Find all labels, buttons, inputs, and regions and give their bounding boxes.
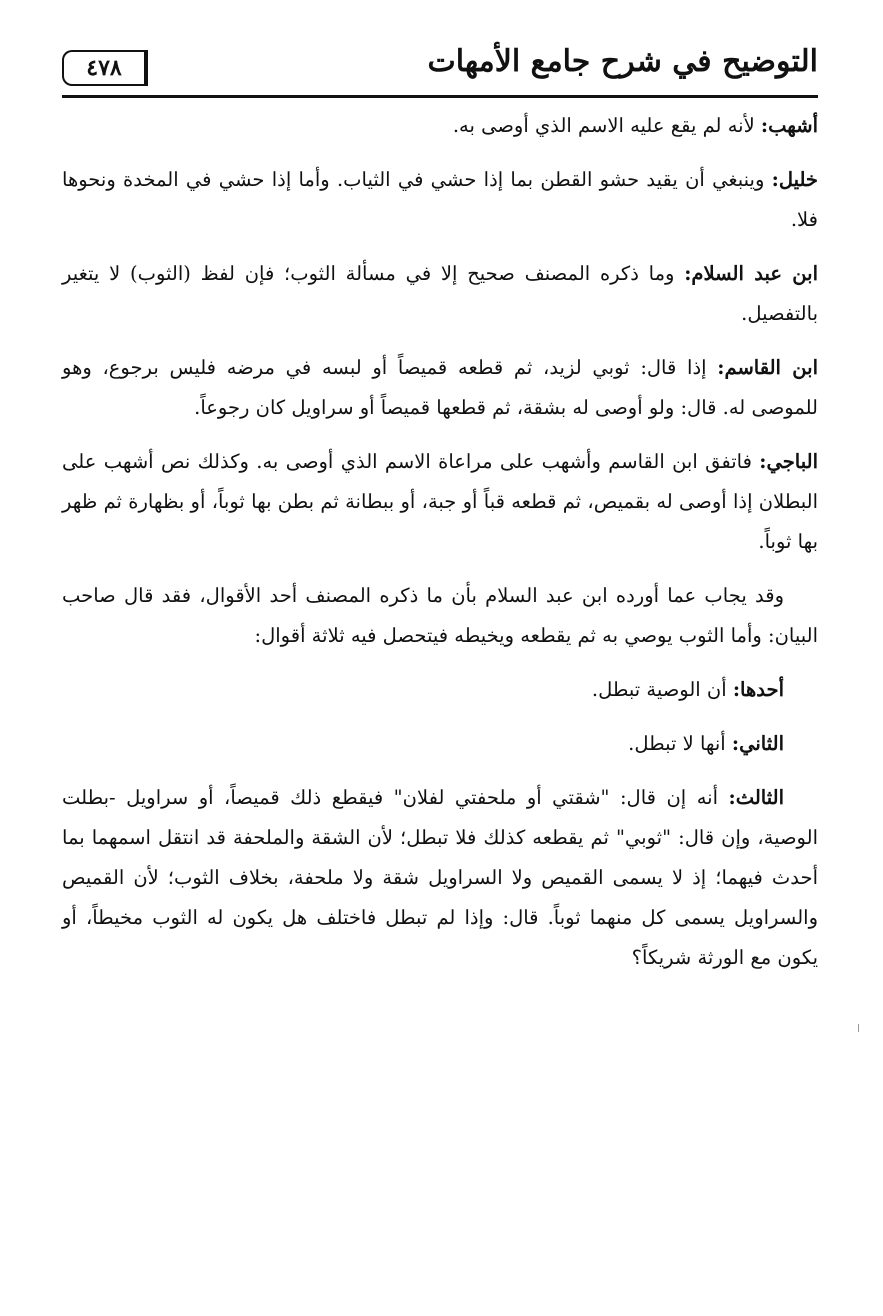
- paragraph-text: وقد يجاب عما أورده ابن عبد السلام بأن ما ذكره المصنف أحد الأقوال، فقد قال صاحب البيان: وأما الثوب يوصي به ثم يقطعه ويخيطه فيتحصل فيه ثلاثة أقوال:: [62, 584, 818, 647]
- paragraph-first-opinion: [62, 670, 818, 710]
- paragraph-text: أنه إن قال: "شقتي أو ملحفتي لفلان" فيقطع ذلك قميصاً، أو سراويل -بطلت الوصية، وإن قال: "ثوبي" ثم يقطعه كذلك فلا تبطل؛ لأن الشقة والملحفة قد انتقل اسمهما بما أحدث فيهما؛ إذ لا يسمى القميص ولا السراويل شقة ولا ملحفة، بخلاف الثوب؛ لأن القميص والسراويل يسمى كل منهما ثوباً. قال: وإذا لم تبطل فاختلف هل يكون له الثوب مخيطاً، أو يكون مع الورثة شريكاً؟: [62, 786, 818, 969]
- paragraph-text: وما ذكره المصنف صحيح إلا في مسألة الثوب؛ فإن لفظ (الثوب) لا يتغير بالتفصيل.: [62, 262, 818, 325]
- paragraph-text: لأنه لم يقع عليه الاسم الذي أوصى به.: [452, 114, 761, 137]
- header-rule: [62, 95, 818, 98]
- paragraph-text: أن الوصية تبطل.: [591, 678, 733, 701]
- paragraph-text: فاتفق ابن القاسم وأشهب على مراعاة الاسم الذي أوصى به. وكذلك نص أشهب على البطلان إذا أوصى له بقميص، ثم قطعه قباً أو جبة، أو ببطانة ثم بطن بها ثوباً، أو بظهارة ثم ظهر بها ثوباً.: [62, 450, 818, 553]
- paragraph-ibn-alqasim: [62, 348, 818, 428]
- page-body: [62, 106, 818, 992]
- speaker-label: الثالث:: [728, 786, 784, 809]
- margin-mark: [858, 1024, 859, 1032]
- paragraph-third-opinion: [62, 778, 818, 978]
- paragraph-ashhab: [62, 106, 818, 146]
- paragraph-second-opinion: [62, 724, 818, 764]
- speaker-label: الثاني:: [731, 732, 784, 755]
- speaker-label: أحدها:: [732, 678, 784, 701]
- paragraph-text: وينبغي أن يقيد حشو القطن بما إذا حشي في الثياب. وأما إذا حشي في المخدة ونحوها فلا.: [62, 168, 818, 231]
- speaker-label: الباجي:: [759, 450, 818, 473]
- paragraph-commentary: [62, 576, 818, 656]
- speaker-label: خليل:: [771, 168, 818, 191]
- speaker-label: ابن القاسم:: [717, 356, 818, 379]
- page-number: ٤٧٨: [62, 50, 148, 86]
- paragraph-albaji: [62, 442, 818, 562]
- running-title: التوضيح في شرح جامع الأمهات: [427, 44, 818, 79]
- paragraph-text: إذا قال: ثوبي لزيد، ثم قطعه قميصاً أو لبسه في مرضه فليس برجوع، وهو للموصى له. قال: ولو أوصى له بشقة، ثم قطعها قميصاً أو سراويل كان رجوعاً.: [62, 356, 818, 419]
- page-header: [62, 38, 818, 96]
- speaker-label: ابن عبد السلام:: [684, 262, 818, 285]
- paragraph-ibn-abd-alsalam: [62, 254, 818, 334]
- paragraph-khalil: [62, 160, 818, 240]
- paragraph-text: أنها لا تبطل.: [628, 732, 732, 755]
- speaker-label: أشهب:: [760, 114, 818, 137]
